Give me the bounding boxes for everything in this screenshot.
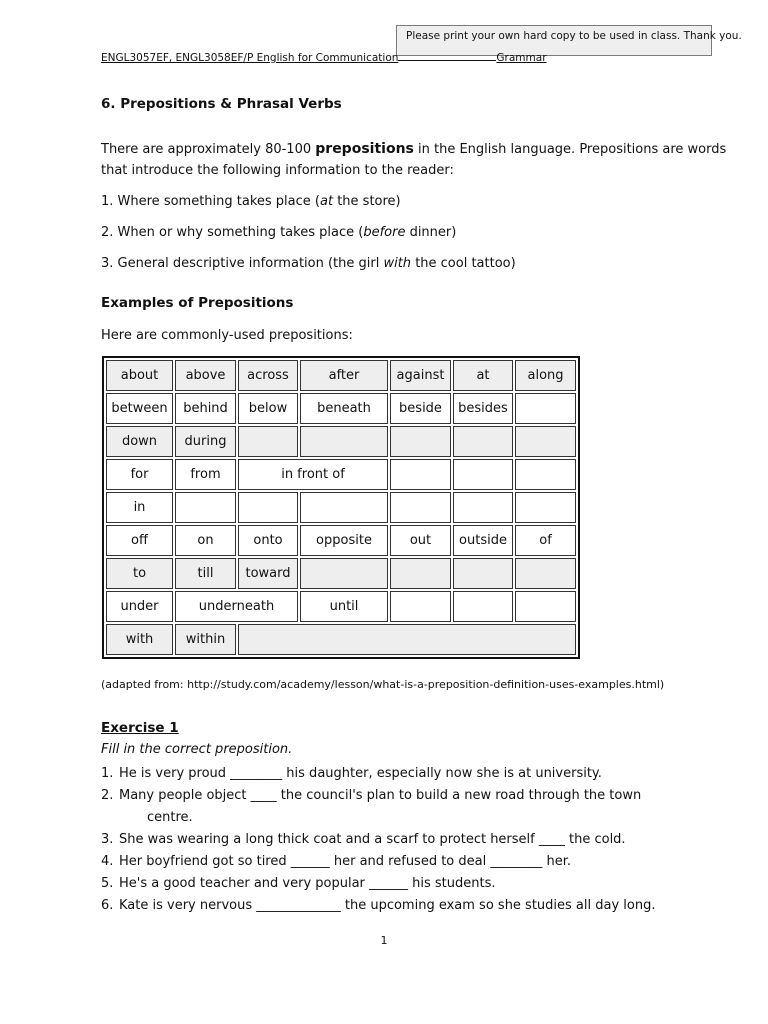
table-row [106, 492, 576, 523]
page-header [101, 52, 547, 64]
table-cell-empty [515, 591, 576, 622]
table-cell-empty [515, 558, 576, 589]
intro-bold-word: prepositions [315, 141, 414, 157]
table-cell-empty [453, 591, 513, 622]
item-number: 4. [101, 854, 114, 869]
table-cell-empty [515, 393, 576, 424]
point-1-em: at [320, 194, 334, 209]
list-item [101, 895, 656, 917]
table-cell: beneath [300, 393, 388, 424]
item-text: Many people object ____ the council's plan to build a new road through the town [119, 788, 642, 803]
exercise-instruction: Fill in the correct preposition. [101, 742, 293, 757]
exercise-list [101, 763, 656, 917]
table-row [106, 426, 576, 457]
list-item-continuation [101, 807, 656, 829]
table-cell: off [106, 525, 173, 556]
table-cell: behind [175, 393, 236, 424]
table-cell-empty [390, 492, 451, 523]
table-row [106, 558, 576, 589]
print-notice-text: Please print your own hard copy to be used in class. Thank you. [406, 30, 742, 42]
item-text: Kate is very nervous _____________ the upcoming exam so she studies all day long. [119, 898, 656, 913]
table-cell-empty [390, 591, 451, 622]
exercise-title: Exercise 1 [101, 720, 179, 736]
table-cell-empty [390, 426, 451, 457]
table-cell-empty [175, 492, 236, 523]
table-cell: across [238, 360, 298, 391]
point-2-pre: 2. When or why something takes place ( [101, 225, 364, 240]
point-2-post: dinner) [405, 225, 457, 240]
point-2-em: before [363, 225, 406, 240]
prepositions-table [102, 356, 580, 659]
header-gap-line [398, 59, 496, 61]
table-cell-empty [300, 426, 388, 457]
list-item [101, 851, 656, 873]
item-text: He's a good teacher and very popular ______ his students. [119, 876, 496, 891]
table-cell: at [453, 360, 513, 391]
table-cell: within [175, 624, 236, 655]
table-cell-empty [515, 426, 576, 457]
list-item [101, 763, 656, 785]
table-row [106, 525, 576, 556]
table-cell-empty [300, 558, 388, 589]
source-citation: (adapted from: http://study.com/academy/lesson/what-is-a-preposition-definition-uses-examples.html) [101, 678, 665, 691]
table-cell: with [106, 624, 173, 655]
table-row [106, 459, 576, 490]
table-cell: onto [238, 525, 298, 556]
table-cell: on [175, 525, 236, 556]
table-row [106, 393, 576, 424]
point-3 [101, 253, 516, 275]
table-cell: beside [390, 393, 451, 424]
list-item [101, 785, 656, 807]
course-name: ENGL3057EF, ENGL3058EF/P English for Communication [101, 52, 399, 64]
intro-text-before: There are approximately 80-100 [101, 142, 316, 157]
table-cell: about [106, 360, 173, 391]
table-cell: after [300, 360, 388, 391]
list-item [101, 829, 656, 851]
header-topic: Grammar [496, 52, 547, 64]
table-cell: below [238, 393, 298, 424]
intro-text-after: in the English language. Prepositions are words [413, 142, 727, 157]
table-cell-empty [453, 426, 513, 457]
table-cell: out [390, 525, 451, 556]
table-cell: underneath [175, 591, 298, 622]
table-cell: under [106, 591, 173, 622]
table-cell: in [106, 492, 173, 523]
point-3-pre: 3. General descriptive information (the girl [101, 256, 384, 271]
table-row [106, 360, 576, 391]
point-3-post: the cool tattoo) [411, 256, 516, 271]
table-cell: of [515, 525, 576, 556]
table-cell: to [106, 558, 173, 589]
table-cell-empty [390, 558, 451, 589]
point-3-em: with [383, 256, 412, 271]
table-cell-empty [453, 558, 513, 589]
table-cell-empty [515, 492, 576, 523]
point-1 [101, 191, 401, 213]
table-cell: toward [238, 558, 298, 589]
item-number: 3. [101, 832, 114, 847]
table-cell: till [175, 558, 236, 589]
item-text: He is very proud ________ his daughter, especially now she is at university. [119, 766, 602, 781]
item-text: Her boyfriend got so tired ______ her and refused to deal ________ her. [119, 854, 572, 869]
item-number: 1. [101, 766, 114, 781]
table-cell-empty [238, 492, 298, 523]
table-cell: in front of [238, 459, 388, 490]
point-1-pre: 1. Where something takes place ( [101, 194, 320, 209]
table-cell: from [175, 459, 236, 490]
item-text-continuation: centre. [147, 810, 193, 825]
intro-line-1 [101, 138, 726, 161]
table-cell-empty [238, 426, 298, 457]
table-cell: against [390, 360, 451, 391]
item-number: 6. [101, 898, 114, 913]
table-cell-empty [453, 492, 513, 523]
examples-heading: Examples of Prepositions [101, 295, 294, 311]
page-number: 1 [380, 934, 388, 947]
table-cell-empty [390, 459, 451, 490]
table-cell: until [300, 591, 388, 622]
table-cell: down [106, 426, 173, 457]
list-item [101, 873, 656, 895]
point-1-post: the store) [333, 194, 401, 209]
table-cell-empty [453, 459, 513, 490]
table-cell: along [515, 360, 576, 391]
table-cell: besides [453, 393, 513, 424]
intro-line-2: that introduce the following information to the reader: [101, 163, 454, 178]
table-cell-empty [238, 624, 576, 655]
point-2 [101, 222, 456, 244]
table-row [106, 624, 576, 655]
table-cell-empty [515, 459, 576, 490]
table-row [106, 591, 576, 622]
table-cell: above [175, 360, 236, 391]
item-number: 2. [101, 788, 114, 803]
item-number: 5. [101, 876, 114, 891]
examples-intro: Here are commonly-used prepositions: [101, 328, 353, 343]
table-cell: during [175, 426, 236, 457]
table-cell: for [106, 459, 173, 490]
item-text: She was wearing a long thick coat and a scarf to protect herself ____ the cold. [119, 832, 626, 847]
table-cell: opposite [300, 525, 388, 556]
table-cell: between [106, 393, 173, 424]
table-cell-empty [300, 492, 388, 523]
table-cell: outside [453, 525, 513, 556]
page-title: 6. Prepositions & Phrasal Verbs [101, 96, 342, 112]
